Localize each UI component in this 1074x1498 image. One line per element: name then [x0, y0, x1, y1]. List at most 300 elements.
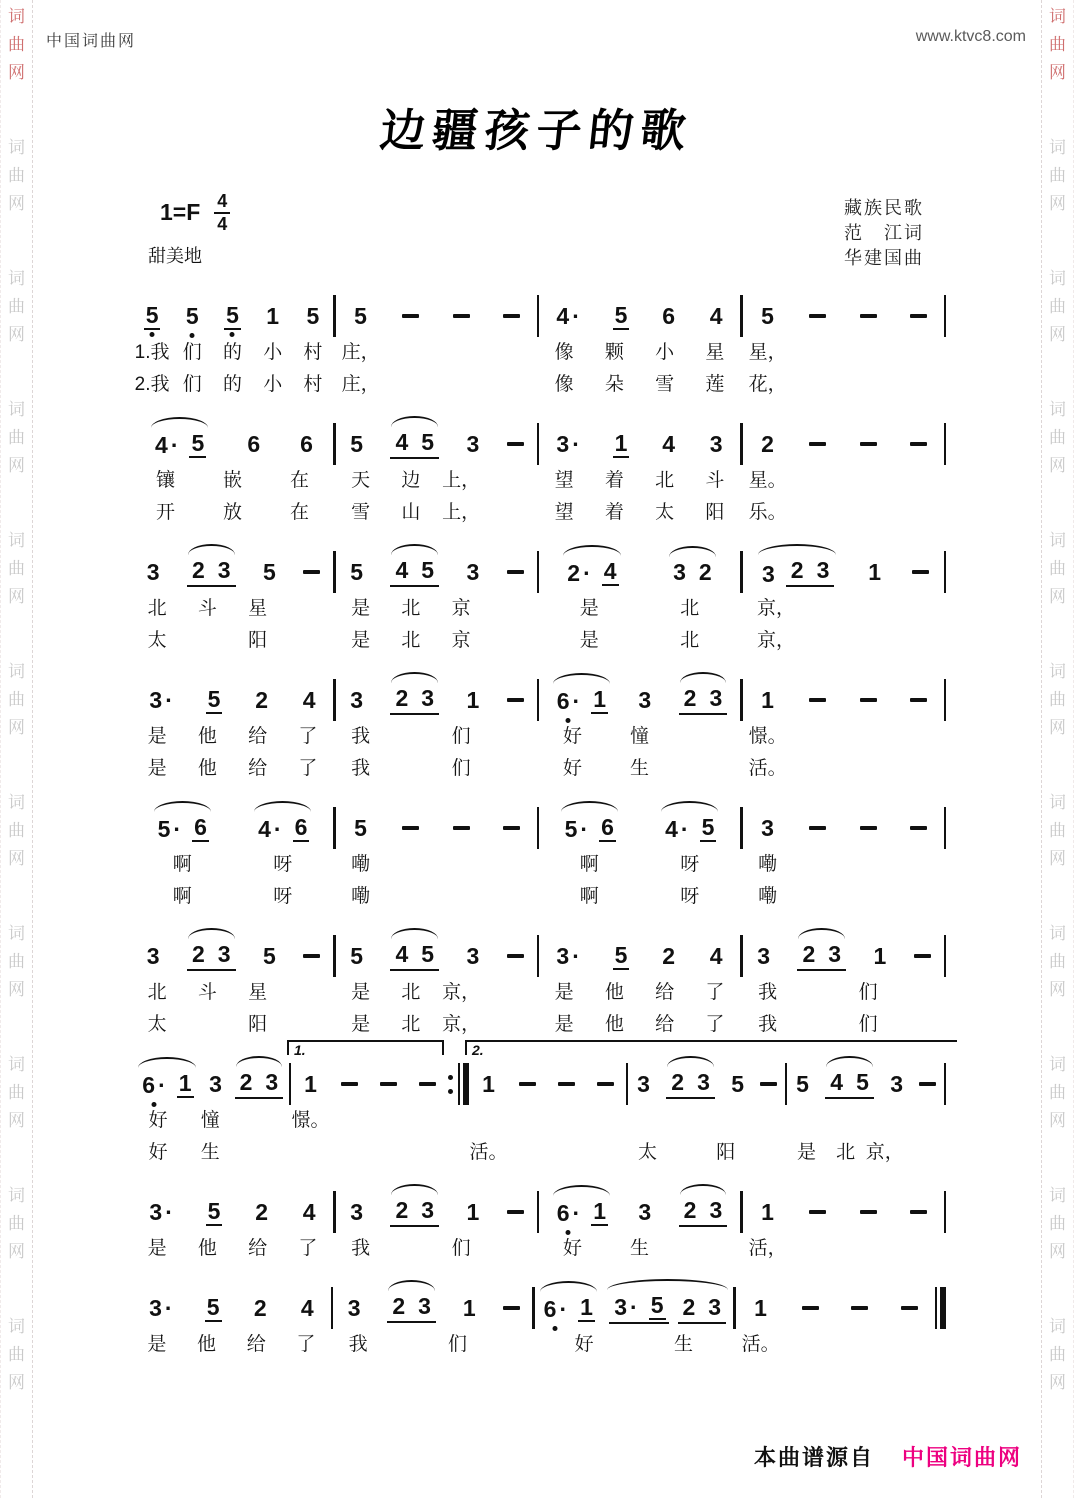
notes-row: [132, 298, 333, 334]
measure: [336, 790, 537, 910]
dash-note: [507, 1210, 524, 1214]
watermark-group: [1049, 532, 1066, 605]
note-number: 5: [207, 685, 221, 712]
lyric-cell: 活。: [741, 1334, 780, 1355]
lyrics-row: [336, 367, 537, 398]
measure: [743, 790, 944, 910]
system-line-1: [132, 278, 946, 398]
note-number: 3: [697, 1068, 710, 1095]
lyric-cell: 他: [604, 1014, 624, 1035]
measure: [539, 534, 740, 654]
note-number: 1: [593, 1197, 606, 1224]
note: [759, 304, 776, 329]
note: [140, 1073, 167, 1098]
note-number: 6: [662, 302, 676, 329]
lyric-cell: 星。: [748, 470, 787, 491]
slur-arc: [553, 1185, 610, 1196]
note-number: 3: [761, 814, 774, 841]
note: [854, 1070, 871, 1095]
notes-row: [336, 810, 537, 846]
dot-after: ·: [165, 686, 173, 713]
lyric-cell: 他: [604, 982, 624, 1003]
lyric-cell: 他: [197, 1238, 217, 1259]
lyrics-row: [336, 847, 537, 878]
lyrics-row: [535, 1327, 734, 1358]
note-number: 3: [556, 942, 570, 969]
lyric-cell: 朵: [604, 374, 624, 395]
lyric-cell: 啊: [579, 886, 599, 907]
dash-note: [851, 1306, 868, 1310]
watermark-char: 曲: [1049, 428, 1066, 447]
dash-note: [901, 1306, 918, 1310]
note: [697, 560, 714, 585]
note-number: 6: [142, 1071, 156, 1098]
dash-note: [507, 954, 524, 958]
lyrics-row: [132, 367, 333, 398]
note: [707, 686, 724, 711]
notes-row: [743, 682, 944, 718]
volta-label: 2.: [472, 1043, 487, 1057]
note-number: 4: [556, 302, 570, 329]
note-number: 2: [395, 1196, 409, 1223]
note: [636, 1200, 653, 1225]
note-number: 4: [395, 940, 409, 967]
note: [419, 558, 436, 583]
slur-group: [235, 1070, 284, 1099]
lyrics-row: [539, 751, 740, 782]
barline-repeat: [448, 1063, 470, 1166]
watermark-char: 曲: [1049, 690, 1066, 709]
site-url-link[interactable]: www.ktvc8.com: [915, 28, 1026, 45]
watermark-char: 词: [1049, 924, 1066, 943]
lyric-cell: 给: [248, 758, 268, 779]
watermark-char: 词: [8, 924, 25, 943]
slur-arc: [553, 673, 610, 684]
note-number: 3: [709, 1196, 723, 1223]
slur-arc: [391, 416, 438, 427]
watermark-char: 网: [8, 849, 25, 868]
notes-row: [743, 554, 944, 590]
watermark-char: 词: [8, 400, 25, 419]
slur-arc: [680, 672, 727, 683]
volta-bracket: [465, 1040, 957, 1058]
note-number: 3: [466, 558, 480, 585]
note: [348, 688, 365, 713]
measure: [743, 1174, 944, 1262]
note: [872, 944, 889, 969]
watermark-char: 曲: [8, 1214, 25, 1233]
note: [216, 558, 233, 583]
slur-arc: [661, 801, 718, 812]
dot-after: ·: [680, 815, 689, 842]
slur-arc: [563, 545, 620, 556]
watermark-char: 曲: [8, 166, 25, 185]
lyrics-row: [333, 1327, 532, 1358]
dot-after: ·: [170, 431, 179, 458]
note-number: 3: [146, 558, 160, 585]
note: [682, 1198, 699, 1223]
note-number: 5: [564, 815, 578, 842]
watermark-group: [1049, 8, 1066, 81]
note-number: 4: [603, 557, 617, 584]
note-number: 4: [395, 428, 409, 455]
notes-row: [336, 682, 537, 718]
system-line-8: [132, 1174, 946, 1262]
measure: [336, 1174, 537, 1262]
lyric-cell: 在: [289, 470, 309, 491]
notes-row: [743, 810, 944, 846]
notes-row: [336, 1194, 537, 1230]
slur-group: [137, 1071, 196, 1098]
watermark-char: 曲: [8, 297, 25, 316]
lyrics-row: [469, 1135, 626, 1166]
lyric-cell: 了: [296, 1334, 316, 1355]
note: [465, 432, 482, 457]
note-number: 3: [673, 558, 686, 585]
lyric-cell: 生: [629, 1238, 649, 1259]
lyrics-row: [336, 975, 537, 1006]
slur-group: [606, 1293, 729, 1324]
lyric-cell: 阳: [248, 1014, 268, 1035]
note-number: 6: [194, 813, 207, 840]
note-number: 5: [207, 1197, 221, 1224]
dot-after: ·: [580, 815, 589, 842]
barline: [944, 1063, 947, 1166]
lyrics-row: [336, 1007, 537, 1038]
note-number: 3: [757, 942, 771, 969]
watermark-char: 词: [8, 7, 25, 26]
note-number: 1: [304, 1070, 317, 1097]
note-number: 3: [614, 1293, 628, 1320]
notes-row: [539, 1194, 740, 1230]
lyric-cell: 开: [155, 502, 175, 523]
dot-after: ·: [572, 942, 580, 969]
note: [190, 942, 207, 967]
note-number: 2: [253, 1294, 267, 1321]
notes-row: [469, 1066, 626, 1102]
measure: [743, 918, 944, 1038]
footer-brand-link[interactable]: 中国词曲网: [901, 1445, 1022, 1470]
note: [708, 944, 725, 969]
lyric-cell: 颗: [604, 342, 624, 363]
lyric-cell: 庄，: [341, 374, 380, 395]
watermark-char: 网: [1049, 456, 1066, 475]
lyrics-row: [539, 623, 740, 654]
lyrics-row: [132, 1135, 289, 1166]
notes-row: [336, 938, 537, 974]
note-number: 3: [217, 556, 231, 583]
lyric-cell: 憧: [200, 1110, 220, 1131]
note: [760, 562, 777, 587]
watermark-char: 曲: [1049, 821, 1066, 840]
notes-row: [132, 810, 333, 846]
note-number: 4: [302, 686, 316, 713]
note: [253, 688, 270, 713]
note: [348, 944, 365, 969]
slur-arc: [236, 1056, 283, 1067]
lyric-cell: 放: [222, 502, 242, 523]
note-number: 5: [191, 429, 205, 456]
note-number: 3: [828, 940, 842, 967]
lyric-cell: 们: [451, 1238, 471, 1259]
note-number: 2: [191, 940, 205, 967]
note-number: 3: [709, 430, 723, 457]
measure: [132, 1270, 331, 1358]
system-line-2: [132, 406, 946, 526]
note-number: 2: [255, 1198, 269, 1225]
measure: [539, 918, 740, 1038]
lyric-cell: 北: [655, 470, 675, 491]
lyric-cell: 像: [554, 342, 574, 363]
lyric-cell: 了: [298, 726, 318, 747]
note: [301, 1200, 318, 1225]
lyric-cell: 憬。: [748, 726, 787, 747]
note-number: 2: [239, 1068, 253, 1095]
note: [261, 944, 278, 969]
lyric-cell: 天: [351, 470, 371, 491]
barline: [944, 935, 947, 1038]
lyric-cell: 小: [263, 342, 283, 363]
lyric-cell: 好: [148, 1110, 168, 1131]
note-number: 1: [482, 1070, 495, 1097]
watermark-char: 网: [1049, 980, 1066, 999]
dash-note: [380, 1082, 397, 1086]
dash-note: [809, 1210, 826, 1214]
lyric-cell: 京: [451, 630, 471, 651]
measure: [132, 1174, 333, 1262]
system-line-9: [132, 1270, 946, 1358]
measure: [736, 1270, 935, 1358]
lyric-cell: 斗: [197, 982, 217, 1003]
note: [299, 1296, 316, 1321]
measure: [132, 790, 333, 910]
lyric-cell: 们: [858, 1014, 878, 1035]
slur-arc: [391, 1184, 438, 1195]
watermark-group: [1049, 401, 1066, 474]
watermark-char: 词: [1049, 138, 1066, 157]
system-line-7: [132, 1042, 946, 1166]
lyrics-row: [539, 335, 740, 366]
note: [636, 688, 653, 713]
watermark-char: 曲: [1049, 559, 1066, 578]
notes-row: [736, 1290, 935, 1326]
barline: [944, 423, 947, 526]
note-number: 2: [698, 558, 712, 585]
lyric-cell: 的: [223, 342, 243, 363]
watermark-char: 曲: [1049, 1345, 1066, 1364]
lyric-cell: 京，: [756, 630, 795, 651]
note-number: 2: [671, 1068, 685, 1095]
watermark-char: 曲: [8, 559, 25, 578]
lyric-cell: 呀: [273, 886, 293, 907]
lyric-cell: 上，: [442, 470, 481, 491]
watermark-char: 词: [8, 662, 25, 681]
measure: [743, 534, 944, 654]
lyric-cell: 山: [401, 502, 421, 523]
lyric-cell: 是: [579, 598, 599, 619]
dash-note: [910, 826, 927, 830]
dash-note: [860, 1210, 877, 1214]
lyric-cell: 北: [401, 982, 421, 1003]
dash-note: [914, 954, 931, 958]
watermark-char: 词: [1049, 793, 1066, 812]
notes-row: [132, 938, 333, 974]
lyric-cell: 呀: [273, 854, 293, 875]
measure: [743, 662, 944, 782]
note: [245, 432, 262, 457]
dash-note: [912, 570, 929, 574]
note-number: 4: [395, 556, 409, 583]
lyrics-row: [336, 719, 537, 750]
note-number: 1: [868, 558, 882, 585]
note: [419, 686, 436, 711]
watermark-char: 网: [1049, 1373, 1066, 1392]
credit-origin: 藏族民歌: [844, 198, 924, 219]
lyric-cell: 们: [451, 758, 471, 779]
note: [461, 1296, 478, 1321]
watermark-char: 网: [8, 1111, 25, 1130]
watermark-column-right: [1041, 0, 1074, 1498]
watermark-group: [8, 401, 25, 474]
dash-note: [860, 314, 877, 318]
note: [153, 433, 180, 458]
note: [301, 688, 318, 713]
measure: [628, 1046, 785, 1166]
dash-note: [910, 1210, 927, 1214]
dot-after: ·: [165, 1198, 173, 1225]
dash-note: [507, 570, 524, 574]
slur-arc: [151, 417, 208, 428]
note-number: 5: [421, 940, 435, 967]
measure: [132, 662, 333, 782]
note: [612, 1295, 639, 1320]
note-number: 5: [350, 558, 364, 585]
note: [660, 944, 677, 969]
site-name-link[interactable]: 中国词曲网: [46, 33, 137, 50]
lyric-cell: 着: [604, 470, 624, 491]
watermark-group: [1049, 270, 1066, 343]
notes-row: [743, 426, 944, 462]
note: [649, 1293, 666, 1320]
lyrics-row: [539, 367, 740, 398]
notes-row: [539, 298, 740, 334]
note-number: 1: [761, 686, 774, 713]
note: [752, 1296, 769, 1321]
lyrics-row: [539, 847, 740, 878]
note: [789, 558, 806, 583]
note-number: 5: [421, 556, 435, 583]
lyric-cell: 憧: [629, 726, 649, 747]
slur-arc: [607, 1279, 728, 1290]
lyrics-row: [132, 751, 333, 782]
watermark-char: 曲: [1049, 297, 1066, 316]
barline: [944, 807, 947, 910]
dot-after: ·: [559, 1295, 568, 1322]
lyrics-row: [539, 975, 740, 1006]
lyrics-row: [743, 591, 944, 622]
watermark-char: 词: [8, 269, 25, 288]
lyrics-row: [336, 495, 537, 526]
tempo-marking: 甜美地: [148, 246, 202, 266]
note: [252, 1296, 269, 1321]
note: [238, 1070, 255, 1095]
measure: [336, 278, 537, 398]
watermark-group: [8, 925, 25, 998]
dash-note: [809, 826, 826, 830]
note-number: 2: [683, 684, 697, 711]
measure: [539, 406, 740, 526]
lyric-cell: 阳: [705, 502, 725, 523]
lyric-cell: 雪: [655, 374, 675, 395]
watermark-char: 词: [1049, 269, 1066, 288]
lyric-cell: 了: [705, 1014, 725, 1035]
lyrics-row: [539, 495, 740, 526]
watermark-group: [8, 1187, 25, 1260]
note: [293, 815, 310, 842]
note: [660, 304, 677, 329]
slur-group: [390, 686, 439, 715]
lyrics-row: [291, 1103, 448, 1134]
dot-after: ·: [273, 815, 282, 842]
lyric-cell: 像: [554, 374, 574, 395]
lyric-cell: 京，: [865, 1142, 904, 1163]
lyric-cell: 了: [705, 982, 725, 1003]
lyric-cell: 太: [638, 1142, 658, 1163]
slur-arc: [540, 1281, 597, 1292]
notes-row: [132, 682, 333, 718]
notes-row: [333, 1290, 532, 1326]
dash-note: [760, 1082, 777, 1086]
note-number: 3: [638, 1198, 652, 1225]
note: [419, 1198, 436, 1223]
watermark-char: 曲: [8, 690, 25, 709]
slur-arc: [188, 544, 235, 555]
notes-row: [743, 938, 944, 974]
slur-group: [187, 942, 236, 971]
watermark-char: 词: [8, 793, 25, 812]
note-number: 2: [191, 556, 205, 583]
watermark-char: 曲: [1049, 35, 1066, 54]
note: [189, 431, 206, 458]
measure: [132, 1046, 289, 1166]
lyric-cell: 星: [705, 342, 725, 363]
note: [591, 687, 608, 714]
note-number: 5: [761, 302, 774, 329]
note-number: 6: [300, 430, 313, 457]
watermark-char: 词: [8, 1186, 25, 1205]
lyric-cell: 好: [562, 758, 582, 779]
lyric-cell: 给: [246, 1334, 266, 1355]
lyric-cell: 我: [758, 982, 778, 1003]
slur-group: [757, 558, 837, 587]
lyric-cell: 是: [797, 1142, 817, 1163]
lyrics-row: [336, 879, 537, 910]
note-number: 3: [347, 1294, 361, 1321]
watermark-group: [8, 663, 25, 736]
lyric-cell: 星: [248, 982, 268, 1003]
dash-note: [402, 314, 419, 318]
beam-group: [678, 1295, 727, 1324]
credits-block: [844, 196, 924, 272]
lyric-cell: 我: [758, 1014, 778, 1035]
lyric-cell: 小: [263, 374, 283, 395]
note: [554, 304, 581, 329]
beam-group: [786, 558, 835, 587]
note: [145, 944, 162, 969]
note: [144, 303, 161, 330]
note: [147, 1200, 174, 1225]
dot-after: ·: [158, 1071, 166, 1098]
